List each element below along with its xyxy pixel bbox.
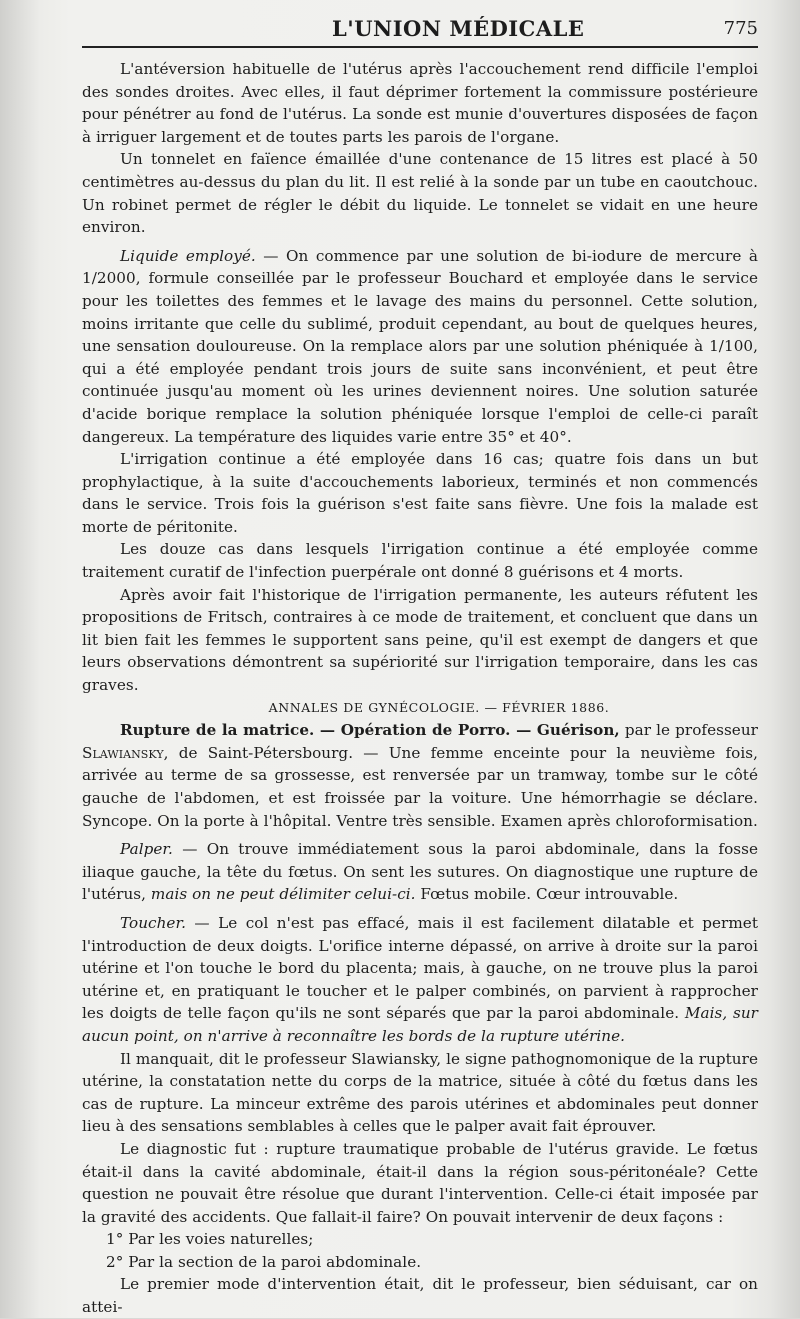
paragraph-rupture-intro — [82, 719, 758, 832]
paragraph-manquait: Il manquait, dit le professeur Slawiansky, le signe pathognomonique de la rupture utérine, la constatation nette du corps de la matrice, située à côté du fœtus dans les cas de rupture. La minceur extrême des parois utérines et abdominales peut donner lieu à des sensations semblables à celles que le palper avait fait éprouver. — [82, 1049, 758, 1136]
article-body — [82, 58, 758, 1319]
toucher-lead: Toucher. — [120, 913, 186, 932]
journal-reference: ANNALES DE GYNÉCOLOGIE. — FÉVRIER 1886. — [268, 699, 610, 715]
paragraph-diagnostic: Le diagnostic fut : rupture traumatique probable de l'utérus gravide. Le fœtus était-il dans la cavité abdominale, était-il dans la région sous-péritonéale? Cette question ne pouvait être résolue que durant l'intervention. Celle-ci était imposée par la gravité des accidents. Que fallait-il faire? On pouvait intervenir de deux façons : — [82, 1139, 758, 1226]
page-number: 775 — [723, 18, 758, 39]
intervention-list — [82, 1228, 758, 1273]
paragraph-anteversion: L'antéversion habituelle de l'utérus après l'accouchement rend difficile l'emploi des sondes droites. Avec elles, il faut déprimer fortement la commissure postérieure pour pénétrer au fond de l'utérus. La sonde est munie d'ouvertures disposées de façon à irriguer largement et de toutes parts les parois de l'organe. — [82, 60, 758, 146]
palper-lead: Palper. — [120, 840, 173, 859]
paragraph-premier-mode: Le premier mode d'intervention était, dit le professeur, bien séduisant, car on attei- — [82, 1275, 758, 1317]
palper-tail: Fœtus mobile. Cœur introuvable. — [415, 885, 679, 904]
paragraph-toucher — [82, 912, 758, 1048]
paragraph-liquide — [82, 245, 758, 448]
article-title: Rupture de la matrice. — Opération de Porro. — Guérison, — [120, 721, 620, 740]
running-title: L'UNION MÉDICALE — [332, 16, 585, 41]
liquide-text: — On commence par une solution de bi-iodure de mercure à 1/2000, formule conseillée par le professeur Bouchard et employée dans le service pour les toilettes des femmes et le lavage des mains du personnel. Cette solution, moins irritante que celle du sublimé, produit cependant, au bout de quelques heures, une sensation douloureuse. On la remplace alors par une solution phéniquée à 1/100, qui a été employée pendant trois jours de suite sans inconvénient, et peut être continuée jusqu'au moment où les urines deviennent noires. Une solution saturée d'acide borique remplace la solution phéniquée lorsque l'emploi de celle-ci paraît dangereux. La température des liquides varie entre 35° et 40°. — [82, 246, 758, 446]
article-author: Slawiansky — [82, 743, 164, 762]
paragraph-douze-cas: Les douze cas dans lesquels l'irrigation continue a été employée comme traitement curatif de l'infection puerpérale ont donné 8 guérisons et 4 morts. — [82, 540, 758, 582]
toucher-ital: Mais, sur aucun point, on n'arrive à reconnaître les bords de la rupture utérine. — [82, 1004, 758, 1045]
list-item: 1° Par les voies naturelles; — [106, 1230, 314, 1249]
toucher-text: — Le col n'est pas effacé, mais il est facilement dilatable et permet l'introduction de deux doigts. L'orifice interne dépassé, on arrive à droite sur la paroi utérine et l'on touche le bord du placenta; mais, à gauche, on ne trouve plus la paroi utérine et, en pratiquant le toucher et le palper combinés, on parvient à rapprocher les doigts de telle façon qu'ils ne sont séparés que par la paroi abdominale. — [82, 913, 758, 1023]
paragraph-palper — [82, 838, 758, 906]
list-item: 2° Par la section de la paroi abdominale. — [106, 1252, 422, 1271]
paragraph-historique: Après avoir fait l'historique de l'irrigation permanente, les auteurs réfutent les propositions de Fritsch, contraires à ce mode de traitement, et concluent que dans un lit bien fait les femmes le supportent sans peine, qu'il est exempt de dangers et que leurs observations démontrent sa supériorité sur l'irrigation temporaire, dans les cas graves. — [82, 585, 758, 695]
palper-ital: mais on ne peut délimiter celui-ci. — [150, 885, 416, 904]
paragraph-tonnelet: Un tonnelet en faïence émaillée d'une contenance de 15 litres est placé à 50 centimètres au-dessus du plan du lit. Il est relié à la sonde par un tube en caoutchouc. Un robinet permet de régler le débit du liquide. Le tonnelet se vidait en une heure environ. — [82, 150, 758, 237]
liquide-lead: Liquide employé. — [120, 246, 256, 265]
page-header — [82, 0, 758, 46]
paragraph-irrigation-cases: L'irrigation continue a été employée dans 16 cas; quatre fois dans un but prophylactique, à la suite d'accouchements laborieux, terminés et non commencés dans le service. Trois fois la guérison s'est faite sans fièvre. Une fois la malade est morte de péritonite. — [82, 450, 758, 536]
article-intro: , de Saint-Pétersbourg. — Une femme enceinte pour la neuvième fois, arrivée au terme de sa grossesse, est renversée par un tramway, tombe sur le côté gauche de l'abdomen, et est froissée par la voiture. Une hémorrhagie se déclare. Syncope. On la porte à l'hôpital. Ventre très sensible. Examen après chloroformisation. — [82, 743, 758, 830]
header-rule — [82, 46, 758, 48]
palper-text: — On trouve immédiatement sous la paroi abdominale, dans la fosse iliaque gauche, la tête du fœtus. On sent les sutures. On diagnostique une rupture de l'utérus, — [82, 840, 758, 904]
article-by: par le professeur — [619, 721, 758, 740]
